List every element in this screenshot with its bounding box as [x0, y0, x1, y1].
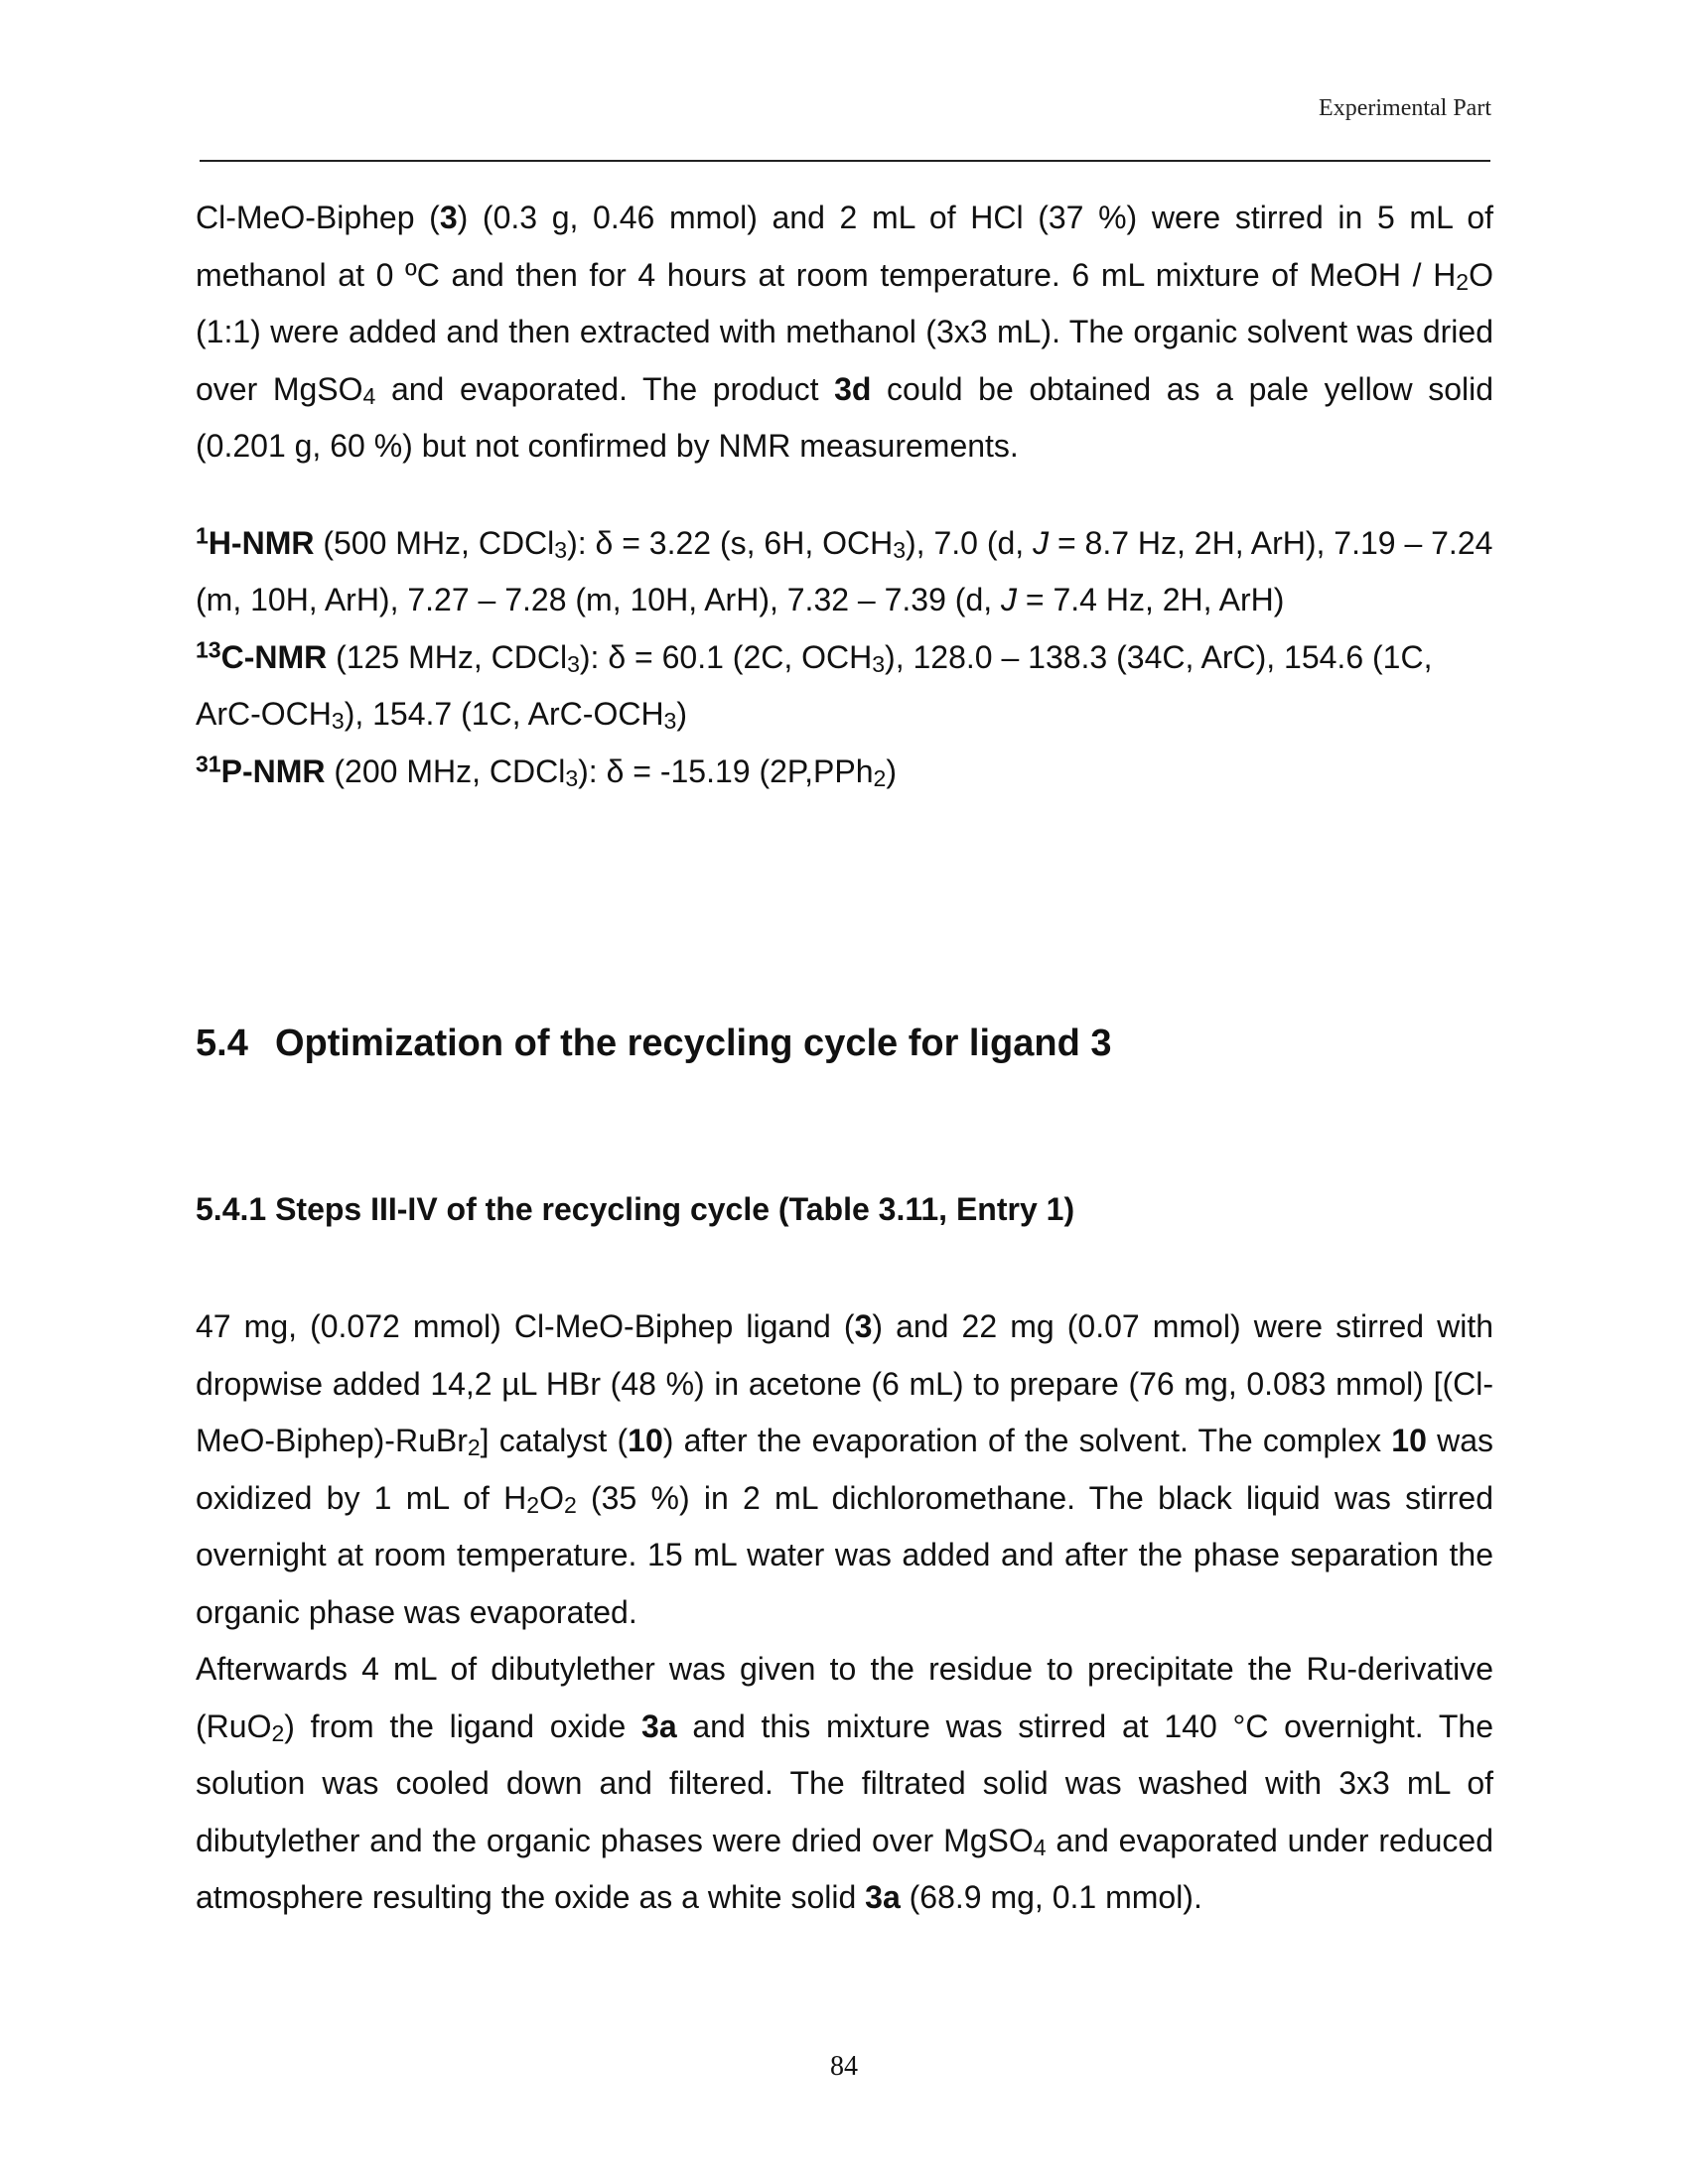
procedure-paragraph-1: 47 mg, (0.072 mmol) Cl-MeO-Biphep ligand (3) and 22 mg (0.07 mmol) were stirred with dropwise added 14,2 µL HBr (48 %) in acetone (6 mL) to prepare (76 mg, 0.083 mmol) [(Cl-MeO-Biphep)-RuBr$_2$] catalyst (10) after the evaporation of the solvent. The complex 10 was oxidized by 1 mL of $H_2O_2$ (35 %) in 2 mL dichloromethane. The black liquid was stirred overnight at room temperature. 15 mL water was added and after the phase separation the organic phase was evaporated.	[196, 1308, 1494, 1630]
section-heading: 5.4 Optimization of the recycling cycle for ligand 3	[196, 1023, 1112, 1064]
h-nmr-data: $^1$H-NMR (500 MHz, CDCl$_3$): δ = 3.22 (s, 6H, $OCH_3$), 7.0 (d, J = 8.7 Hz, 2H, ArH), 7.19 – 7.24 (m, 10H, ArH), 7.27 – 7.28 (m, 10H, ArH), 7.32 – 7.39 (d, J = 7.4 Hz, 2H, ArH)	[196, 522, 1493, 617]
procedure-block	[196, 1298, 1493, 1927]
synthesis-paragraph: Cl-MeO-Biphep (3) (0.3 g, 0.46 mmol) and 2 mL of HCl (37 %) were stirred in 5 mL of methanol at 0 ºC and then for 4 hours at room temperature. 6 mL mixture of MeOH / $H_2O$ (1:1) were added and then extracted with methanol (3x3 mL). The organic solvent was dried over MgSO$_4$ and evaporated. The product 3d could be obtained as a pale yellow solid (0.201 g, 60 %) but not confirmed by NMR measurements.	[196, 200, 1494, 464]
page-number: 84	[830, 2051, 858, 2082]
subsection-heading: 5.4.1 Steps III-IV of the recycling cycle (Table 3.11, Entry 1)	[196, 1191, 1075, 1227]
synthesis-block	[196, 190, 1493, 800]
p-nmr-data: $^{31}$P-NMR (200 MHz, CDCl$_3$): δ = -15.19 (2P,PPh$_2$)	[196, 751, 897, 791]
header-rule	[200, 160, 1490, 162]
procedure-paragraph-2: Afterwards 4 mL of dibutylether was given to the residue to precipitate the Ru-derivative (RuO$_2$) from the ligand oxide 3a and this mixture was stirred at 140 °C overnight. The solution was cooled down and filtered. The filtrated solid was washed with 3x3 mL of dibutylether and the organic phases were dried over MgSO$_4$ and evaporated under reduced atmosphere resulting the oxide as a white solid 3a (68.9 mg, 0.1 mmol).	[196, 1651, 1494, 1915]
running-header: Experimental Part	[1319, 95, 1491, 121]
c-nmr-data: $^{13}$C-NMR (125 MHz, CDCl$_3$): δ = 60.1 (2C, $OCH_3$), 128.0 – 138.3 (34C, ArC), 154.6 (1C, ArC-$OCH_3$), 154.7 (1C, ArC-$OCH_3$)	[196, 636, 1433, 735]
